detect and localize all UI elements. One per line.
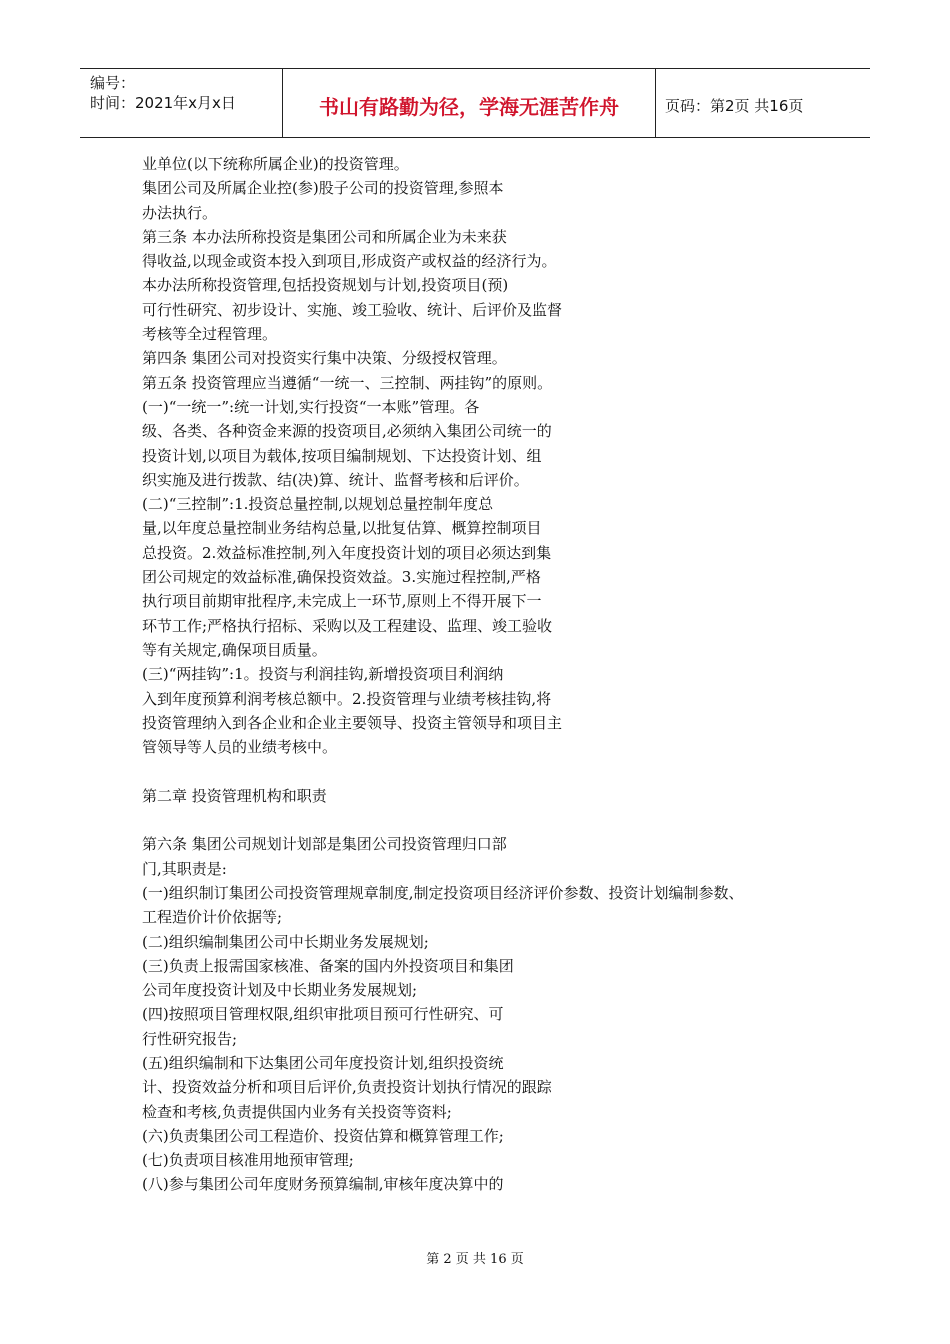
text-line: (六)负责集团公司工程造价、投资估算和概算管理工作; [142,1126,504,1145]
text-line: 入到年度预算利润考核总额中。2.投资管理与业绩考核挂钩,将 [142,689,552,708]
text-line: 集团公司及所属企业控(参)股子公司的投资管理,参照本 [142,179,504,198]
header-motto: 书山有路勤为径，学海无涯苦作舟 [319,95,619,119]
text-line: (五)组织编制和下达集团公司年度投资计划,组织投资统 [142,1053,504,1072]
document-time-label: 时间：2021年x月x日 [90,94,236,112]
text-line: 考核等全过程管理。 [142,325,278,344]
text-line: 业单位(以下统称所属企业)的投资管理。 [142,155,409,173]
text-line: (三)“两挂钩”:1。投资与利润挂钩,新增投资项目利润纳 [142,665,504,684]
text-line: (一)“一统一”:统一计划,实行投资“一本账”管理。各 [142,397,480,416]
text-line: 团公司规定的效益标准,确保投资效益。3.实施过程控制,严格 [142,568,541,587]
text-line: (一)组织制订集团公司投资管理规章制度,制定投资项目经济评价参数、投资计划编制参数、 [142,883,744,902]
text-line: 投资管理纳入到各企业和企业主要领导、投资主管领导和项目主 [142,713,563,732]
text-line: 可行性研究、初步设计、实施、竣工验收、统计、后评价及监督 [142,300,563,319]
text-line: 第五条 投资管理应当遵循“一统一、三控制、两挂钩”的原则。 [142,373,553,392]
text-line: 工程造价计价依据等; [142,908,283,927]
page-footer: 第 2 页 共 16 页 [426,1252,524,1267]
text-line: 第六条 集团公司规划计划部是集团公司投资管理归口部 [142,835,507,854]
text-line: 第三条 本办法所称投资是集团公司和所属企业为未来获 [142,227,507,246]
text-line: 门,其职责是: [142,859,227,878]
text-line: (二)组织编制集团公司中长期业务发展规划; [142,932,429,951]
text-line: 第二章 投资管理机构和职责 [142,786,327,805]
header-meta-cell [80,69,282,137]
text-line: 投资计划,以项目为载体,按项目编制规划、下达投资计划、组 [142,446,542,465]
page-header [80,68,870,138]
text-line: 织实施及进行拨款、结(决)算、统计、监督考核和后评价。 [142,470,529,489]
text-line: 办法执行。 [142,203,218,222]
text-line: 环节工作;严格执行招标、采购以及工程建设、监理、竣工验收 [142,616,553,635]
text-line: 量,以年度总量控制业务结构总量,以批复估算、概算控制项目 [142,519,542,538]
header-page-info: 页码：第2页 共16页 [665,97,804,115]
text-line: (四)按照项目管理权限,组织审批项目预可行性研究、可 [142,1005,504,1024]
text-line: 检查和考核,负责提供国内业务有关投资等资料; [142,1102,452,1121]
text-line: 公司年度投资计划及中长期业务发展规划; [142,981,418,1000]
document-number-label: 编号： [90,74,136,92]
text-line [142,808,842,832]
text-line: (七)负责项目核准用地预审管理; [142,1151,354,1170]
text-line: (八)参与集团公司年度财务预算编制,审核年度决算中的 [142,1175,504,1194]
text-line: 行性研究报告; [142,1029,238,1048]
text-line: 管领导等人员的业绩考核中。 [142,738,338,757]
text-line: 执行项目前期审批程序,未完成上一环节,原则上不得开展下一 [142,592,542,611]
text-line: 得收益,以现金或资本投入到项目,形成资产或权益的经济行为。 [142,252,557,271]
header-page-cell [655,69,870,137]
text-line: 总投资。2.效益标准控制,列入年度投资计划的项目必须达到集 [142,543,552,562]
text-line: 本办法所称投资管理,包括投资规划与计划,投资项目(预) [142,276,509,295]
text-line: (二)“三控制”:1.投资总量控制,以规划总量控制年度总 [142,495,494,514]
text-line: (三)负责上报需国家核准、备案的国内外投资项目和集团 [142,956,514,975]
text-line: 计、投资效益分析和项目后评价,负责投资计划执行情况的跟踪 [142,1078,552,1097]
text-line: 等有关规定,确保项目质量。 [142,640,327,659]
text-line: 第四条 集团公司对投资实行集中决策、分级授权管理。 [142,349,507,368]
text-line [142,759,842,783]
header-motto-cell [282,69,656,137]
text-line: 级、各类、各种资金来源的投资项目,必须纳入集团公司统一的 [142,422,552,441]
document-body [142,152,842,1197]
